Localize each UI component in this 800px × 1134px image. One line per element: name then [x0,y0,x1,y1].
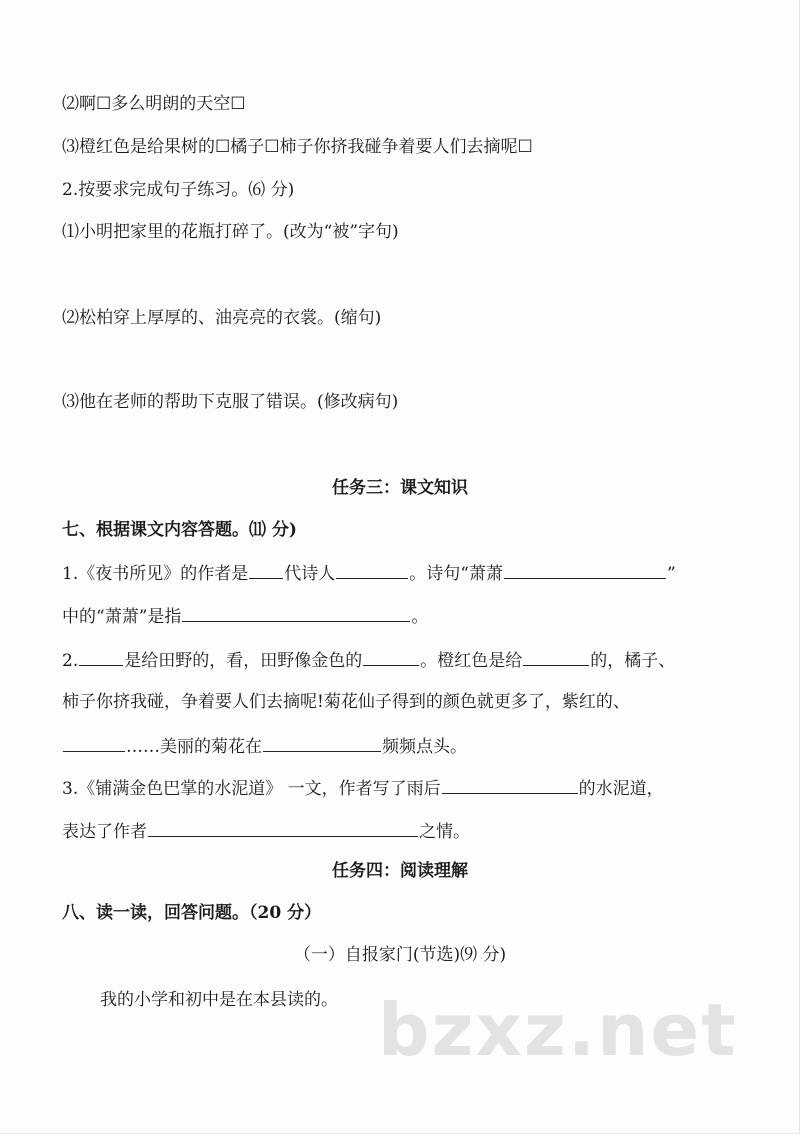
q7-1-text-b: 代诗人 [284,564,336,584]
ex2-item3: ⑶他在老师的帮助下克服了错误。(修改病句) [62,392,399,412]
answer-blank[interactable] [523,647,589,666]
ex2-item1: ⑴小明把家里的花瓶打碎了。(改为“被”字句) [62,222,399,242]
q7-3-line1 [62,775,664,801]
q7-1-text-c: 。诗句“萧萧 [409,564,503,584]
q7-2-text-c: 。橙红色是给 [420,651,523,671]
ex1-item3: ⑶橙红色是给果树的☐橘子☐柿子你挤我碰争着要人们去摘呢☐ [62,137,533,157]
q7-3-text-b: 的水泥道， [578,779,664,799]
q7-2-text-a: 2. [62,651,79,671]
q7-heading: 七、根据课文内容答题。⑾ 分) [62,520,297,540]
task4-title: 任务四：阅读理解 [332,861,468,881]
q7-1-text-e: 中的“萧萧”是指 [62,607,182,627]
answer-blank[interactable] [336,560,408,579]
answer-blank[interactable] [263,733,381,752]
q7-1-text-d: ” [666,564,676,584]
q7-3-text-d: 之情。 [419,822,470,842]
q7-2-text-f: ……美丽的菊花在 [126,737,262,757]
answer-blank[interactable] [182,603,410,622]
ex2-heading: 2.按要求完成句子练习。⑹ 分) [62,180,295,200]
answer-blank[interactable] [79,647,123,666]
ex2-item2: ⑵松柏穿上厚厚的、油亮亮的衣裳。(缩句) [62,308,382,328]
q7-1-line2 [62,603,428,629]
answer-blank[interactable] [148,818,418,837]
q7-2-line3 [62,733,467,759]
q8-heading: 八、读一读，回答问题。（20 分） [62,903,322,923]
answer-blank[interactable] [249,560,283,579]
answer-blank[interactable] [504,560,666,579]
ex1-item2: ⑵啊☐多么明朗的天空☐ [62,94,246,114]
q7-2-text-d: 的，橘子、 [590,651,676,671]
answer-blank[interactable] [363,647,419,666]
answer-blank[interactable] [442,775,578,794]
q7-2-line1 [62,647,675,673]
q7-3-text-c: 表达了作者 [62,822,147,842]
q7-2-line2: 柿子你挤我碰，争着要人们去摘呢!菊花仙子得到的颜色就更多了，紫红的、 [62,692,630,712]
q7-1-text-f: 。 [411,607,429,627]
q7-3-text-a: 3.《铺满金色巴掌的水泥道》 一文，作者写了雨后 [62,779,441,799]
passage-title: （一）自报家门(节选)⑼ 分) [293,945,507,965]
site-watermark: bzxz.net [378,988,738,1072]
q7-1-text-a: 1.《夜书所见》的作者是 [62,564,249,584]
task3-title: 任务三：课文知识 [332,478,468,498]
q7-1-line1 [62,560,676,586]
passage-text: 我的小学和初中是在本县读的。 [100,990,338,1010]
answer-blank[interactable] [63,733,125,752]
q7-2-text-g: 频频点头。 [382,737,467,757]
q7-2-text-b: 是给田野的，看，田野像金色的 [124,651,363,671]
q7-3-line2 [62,818,470,844]
